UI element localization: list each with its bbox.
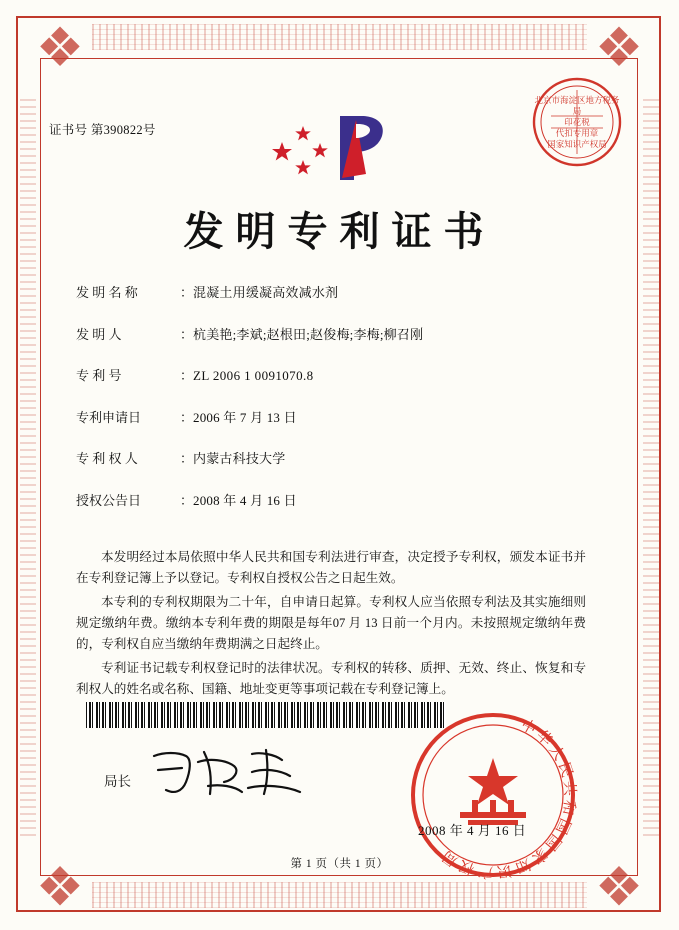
field-colon: ： [180,368,194,383]
patent-office-logo-icon [270,108,400,188]
field-row [76,324,596,343]
field-label: 专利申请日 [76,409,142,425]
field-row [76,490,596,509]
field-label: 授权公告日 [76,492,142,508]
tax-seal-line1: 北京市海淀区地方税务局 [534,94,620,116]
body-text [76,547,586,703]
corner-ornament-top-right: ❖ [594,18,644,78]
certificate-number: 证书号 第390822号 [49,123,156,137]
issue-date: 2008 年 4 月 16 日 [418,823,527,838]
body-paragraph-1: 本发明经过本局依照中华人民共和国专利法进行审查，决定授予专利权，颁发本证书并在专利登记簿上予以登记。专利权自授权公告之日起生效。 [76,550,586,585]
field-colon: ： [180,326,194,342]
field-row [76,282,596,301]
tax-stamp-seal [531,76,623,168]
field-list [76,282,596,531]
field-label: 发 明 名 称 [76,285,138,300]
field-colon: ： [180,492,194,508]
barcode [86,702,446,728]
field-row [76,448,596,467]
director-signature [148,742,318,804]
field-label: 发 明 人 [76,326,122,342]
corner-ornament-bottom-right: ❖ [594,854,644,914]
svg-text:中华人民共和国国家知识产权局: 中华人民共和国国家知识产权局 [436,717,578,880]
tax-seal-line4: 国家知识产权局 [547,138,607,149]
tax-seal-line3: 代扣专用章 [555,127,599,138]
body-paragraph-2: 本专利的专利权期限为二十年，自申请日起算。专利权人应当依照专利法及其实施细则规定缴纳年费。缴纳本专利年费的期限是每年07 月 13 日前一个月内。未按照规定缴纳年费的，专利权自应当缴纳年费期满之日起终止。 [76,595,586,651]
field-value: ZL 2006 1 0091070.8 [193,368,314,383]
page-title: 发明专利证书 [183,209,496,254]
field-value: 2006 年 7 月 13 日 [193,409,297,425]
field-value: 混凝土用缓凝高效减水剂 [193,285,339,300]
corner-ornament-top-left: ❖ [35,18,85,78]
field-colon: ： [180,451,194,466]
field-colon: ： [180,409,194,425]
field-value: 杭美艳;李斌;赵根田;赵俊梅;李梅;柳召刚 [193,326,424,342]
field-value: 内蒙古科技大学 [193,451,286,466]
page-footer: 第 1 页（共 1 页） [290,858,389,870]
field-value: 2008 年 4 月 16 日 [193,492,297,508]
field-row [76,365,596,384]
field-colon: ： [180,285,194,300]
tax-seal-line2: 印花税 [564,116,590,127]
corner-ornament-bottom-left: ❖ [35,854,85,914]
field-label: 专 利 号 [76,368,122,383]
field-row [76,407,596,426]
body-paragraph-3: 专利证书记载专利权登记时的法律状况。专利权的转移、质押、无效、终止、恢复和专利权人的姓名或名称、国籍、地址变更等事项记载在专利登记簿上。 [76,661,586,696]
field-label: 专 利 权 人 [76,451,138,466]
director-label: 局长 [104,774,131,789]
decorative-band-top [92,24,587,50]
